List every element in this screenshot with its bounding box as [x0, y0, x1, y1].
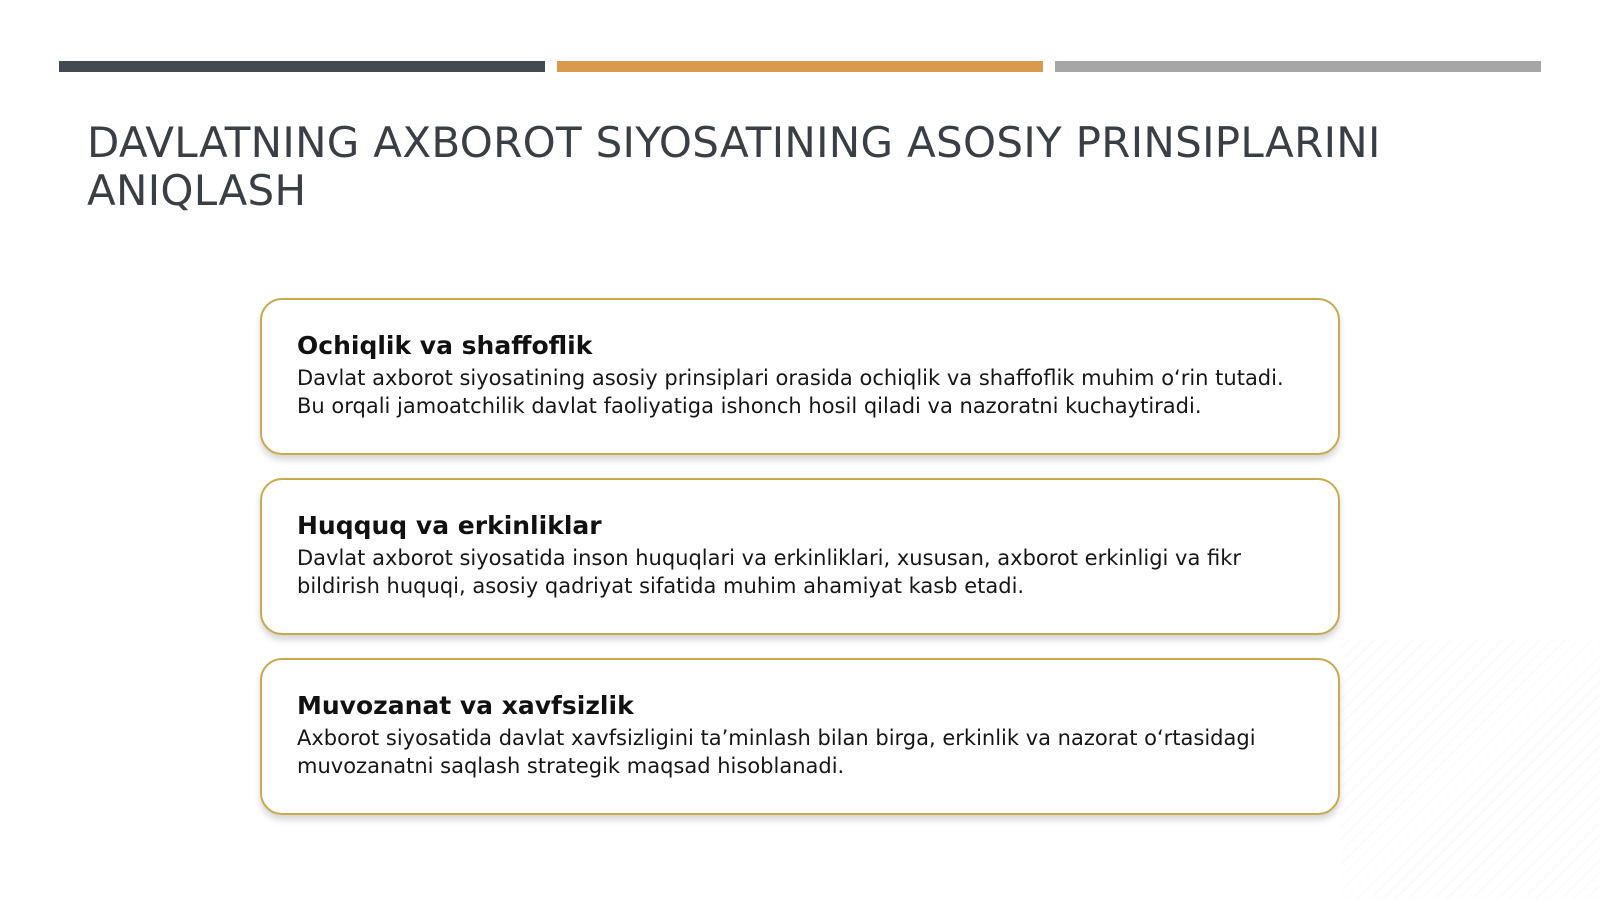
card-balance: [260, 658, 1340, 815]
principles-list: [260, 298, 1340, 838]
accent-bar-orange: [557, 61, 1043, 72]
card-text: Axborot siyosatida davlat xavfsizligini ta’minlash bilan birga, erkinlik va nazorat o‘rtasidagi muvozanatni saqlash strategik maqsad hisoblanadi.: [297, 726, 1256, 778]
decorative-corner-pattern: [1340, 639, 1600, 899]
card-heading: Ochiqlik va shaffoflik: [297, 331, 593, 360]
card-rights: [260, 478, 1340, 635]
card-heading: Huqquq va erkinliklar: [297, 511, 602, 540]
card-text: Davlat axborot siyosatida inson huquqlari va erkinliklari, xususan, axborot erkinligi va fikr bildirish huquqi, asosiy qadriyat sifatida muhim ahamiyat kasb etadi.: [297, 546, 1242, 598]
card-openness: [260, 298, 1340, 455]
card-heading: Muvozanat va xavfsizlik: [297, 691, 634, 720]
accent-bar-gray: [1055, 61, 1541, 72]
card-text: Davlat axborot siyosatining asosiy prinsiplari orasida ochiqlik va shaffoflik muhim o‘rin tutadi. Bu orqali jamoatchilik davlat faoliyatiga ishonch hosil qiladi va nazoratni kuchaytiradi.: [297, 366, 1284, 418]
slide-title: DAVLATNING AXBOROT SIYOSATINING ASOSIY PRINSIPLARINI ANIQLASH: [87, 118, 1381, 215]
accent-bar-dark: [59, 61, 545, 72]
